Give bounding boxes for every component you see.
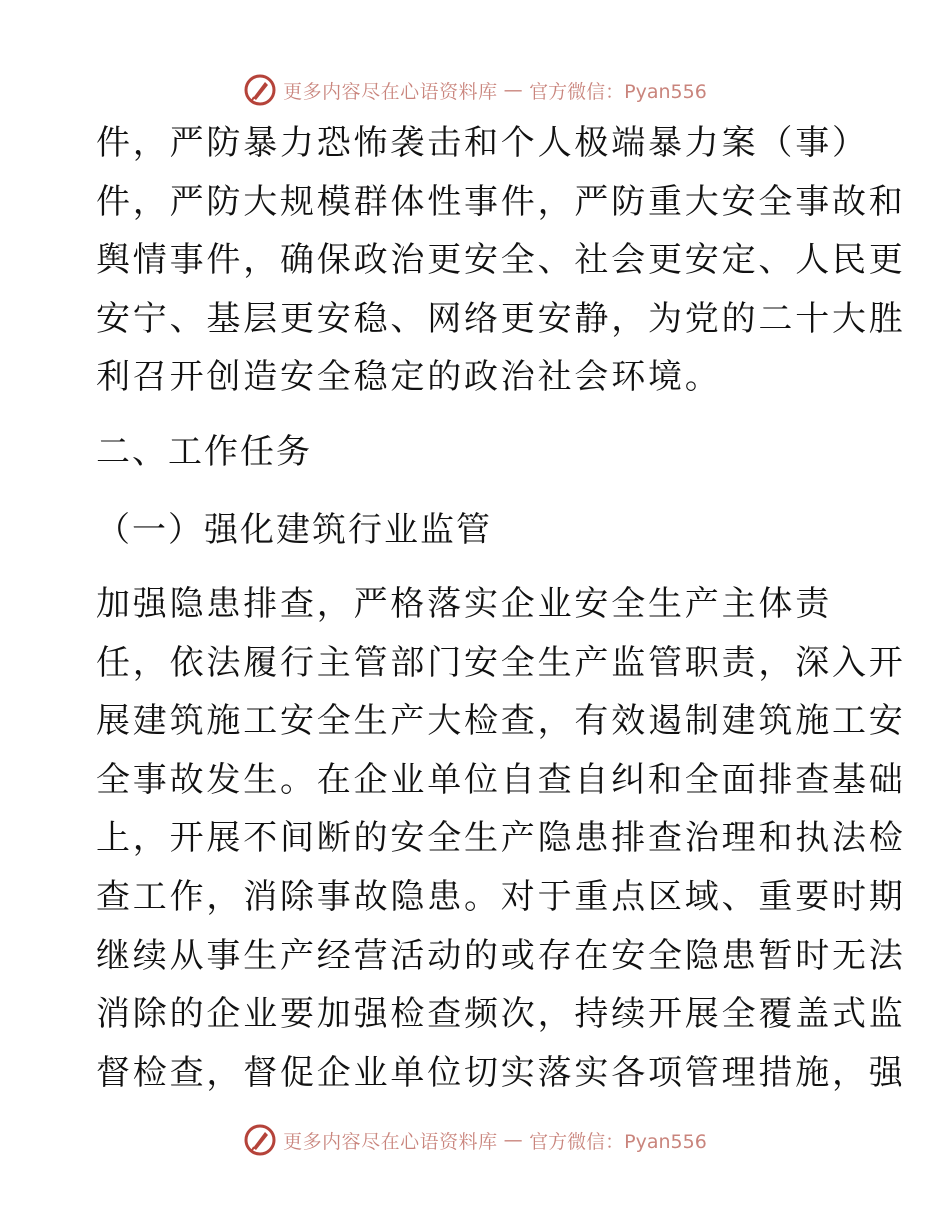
paragraph-line: 安宁、基层更安稳、网络更安静，为党的二十大胜 [96,298,906,339]
paragraph-line: 全事故发生。在企业单位自查自纠和全面排查基础 [96,759,906,800]
paragraph-line: 舆情事件，确保政治更安全、社会更安定、人民更 [96,240,906,281]
paragraph-line: 消除的企业要加强检查频次，持续开展全覆盖式监 [96,994,906,1035]
feather-pen-logo-icon [243,1123,277,1157]
subsection-heading: （一）强化建筑行业监管 [96,509,492,550]
footer-watermark [0,1120,950,1160]
feather-pen-logo-icon [243,73,277,107]
paragraph-line: 件，严防大规模群体性事件，严防重大安全事故和 [96,181,906,222]
document-body [96,114,906,1102]
header-watermark [0,70,950,110]
paragraph-line: 查工作，消除事故隐患。对于重点区域、重要时期 [96,876,906,917]
watermark-text: 更多内容尽在心语资料库 [283,1130,498,1153]
watermark-wechat: 官方微信：Pyan556 [529,80,707,103]
watermark-text: 更多内容尽在心语资料库 [283,80,498,103]
paragraph-line: 任，依法履行主管部门安全生产监管职责，深入开 [96,642,906,683]
paragraph-line: 利召开创造安全稳定的政治社会环境。 [96,357,722,398]
paragraph-line: 继续从事生产经营活动的或存在安全隐患暂时无法 [96,935,906,976]
section-heading: 二、工作任务 [96,431,312,472]
paragraph-2 [96,575,906,1102]
paragraph-line: 督检查，督促企业单位切实落实各项管理措施，强 [96,1052,906,1093]
watermark-wechat: 官方微信：Pyan556 [529,1130,707,1153]
paragraph-line: 展建筑施工安全生产大检查，有效遏制建筑施工安 [96,701,906,742]
watermark-separator: — [503,1129,524,1151]
paragraph-line: 上，开展不间断的安全生产隐患排查治理和执法检 [96,818,906,859]
paragraph-line: 加强隐患排查，严格落实企业安全生产主体责 [96,583,832,624]
paragraph-line: 件，严防暴力恐怖袭击和个人极端暴力案（事） [96,123,869,163]
watermark-separator: — [503,79,524,101]
paragraph-1 [96,114,906,407]
